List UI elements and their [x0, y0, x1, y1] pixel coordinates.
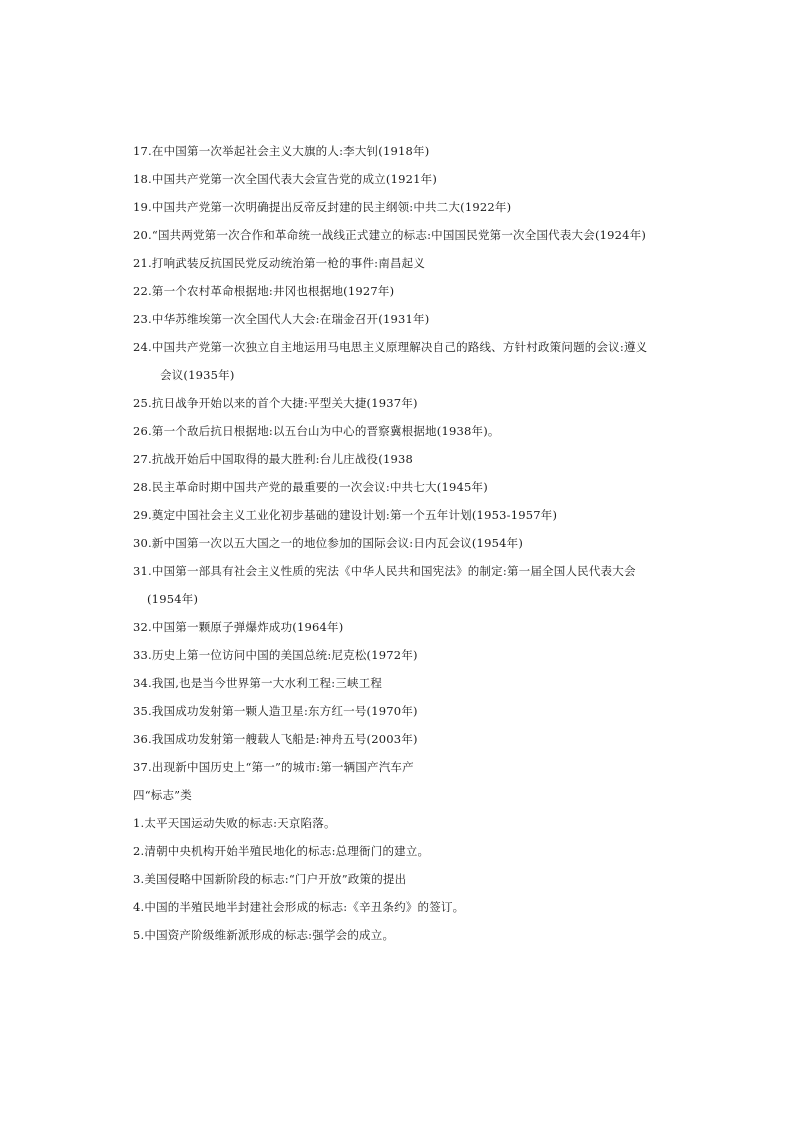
list-item-25: 25.抗日战争开始以来的首个大捷:平型关大捷(1937年) [133, 396, 418, 410]
list-item-36: 36.我国成功发射第一艘载人飞船是:神舟五号(2003年) [133, 732, 418, 746]
list-item-20: 20.“国共两党第一次合作和革命统一战线正式建立的标志:中国国民党第一次全国代表大会(1924年) [133, 228, 647, 242]
marker-item-5: 5.中国资产阶级维新派形成的标志:强学会的成立。 [133, 928, 395, 942]
section-heading-4: 四“标志”类 [133, 788, 192, 802]
list-item-32: 32.中国第一颗原子弹爆炸成功(1964年) [133, 620, 344, 634]
marker-item-2: 2.清朝中央机构开始半殖民地化的标志:总理衙门的建立。 [133, 844, 430, 858]
list-item-24: 24.中国共产党第一次独立自主地运用马电思主义原理解决自己的路线、方针村政策问题的会议:遵义 [133, 340, 648, 354]
list-item-35: 35.我国成功发射第一颗人造卫星:东方红一号(1970年) [133, 704, 418, 718]
list-item-23: 23.中华苏维埃第一次全国代人大会:在瑞金召开(1931年) [133, 312, 430, 326]
list-item-34: 34.我国,也是当今世界第一大水利工程:三峡工程 [133, 676, 383, 690]
list-item-21: 21.打响武装反抗国民党反动统治第一枪的事件:南昌起义 [133, 256, 426, 270]
marker-item-1: 1.太平天国运动失败的标志:天京陷落。 [133, 816, 336, 830]
list-item-18: 18.中国共产党第一次全国代表大会宣告党的成立(1921年) [133, 172, 438, 186]
list-item-29: 29.奠定中国社会主义工业化初步基础的建设计划:第一个五年计划(1953-1957年) [133, 508, 558, 522]
list-item-30: 30.新中国第一次以五大国之一的地位参加的国际会议:日内瓦会议(1954年) [133, 536, 523, 550]
document-body [133, 141, 693, 953]
list-item-31-continuation: (1954年) [147, 592, 199, 606]
list-item-22: 22.第一个农村革命根据地:井冈也根据地(1927年) [133, 284, 395, 298]
list-item-19: 19.中国共产党第一次明确提出反帝反封建的民主纲领:中共二大(1922年) [133, 200, 512, 214]
list-item-33: 33.历史上第一位访问中国的美国总统:尼克松(1972年) [133, 648, 418, 662]
list-item-26: 26.第一个敌后抗日根据地:以五台山为中心的晋察冀根据地(1938年)。 [133, 424, 500, 438]
list-item-31: 31.中国第一部具有社会主义性质的宪法《中华人民共和国宪法》的制定:第一届全国人民代表大会 [133, 564, 636, 578]
list-item-27: 27.抗战开始后中国取得的最大胜利:台儿庄战役(1938 [133, 452, 414, 466]
list-item-37: 37.出现新中国历史上“第一”的城市:第一辆国产汽车产 [133, 760, 414, 774]
marker-item-3: 3.美国侵略中国新阶段的标志:“门户开放”政策的提出 [133, 872, 407, 886]
list-item-28: 28.民主革命时期中国共产党的最重要的一次会议:中共七大(1945年) [133, 480, 488, 494]
list-item-24-continuation: 会议(1935年) [160, 368, 235, 382]
list-item-17: 17.在中国第一次举起社会主义大旗的人:李大钊(1918年) [133, 144, 430, 158]
marker-item-4: 4.中国的半殖民地半封建社会形成的标志:《辛丑条约》的签订。 [133, 900, 465, 914]
